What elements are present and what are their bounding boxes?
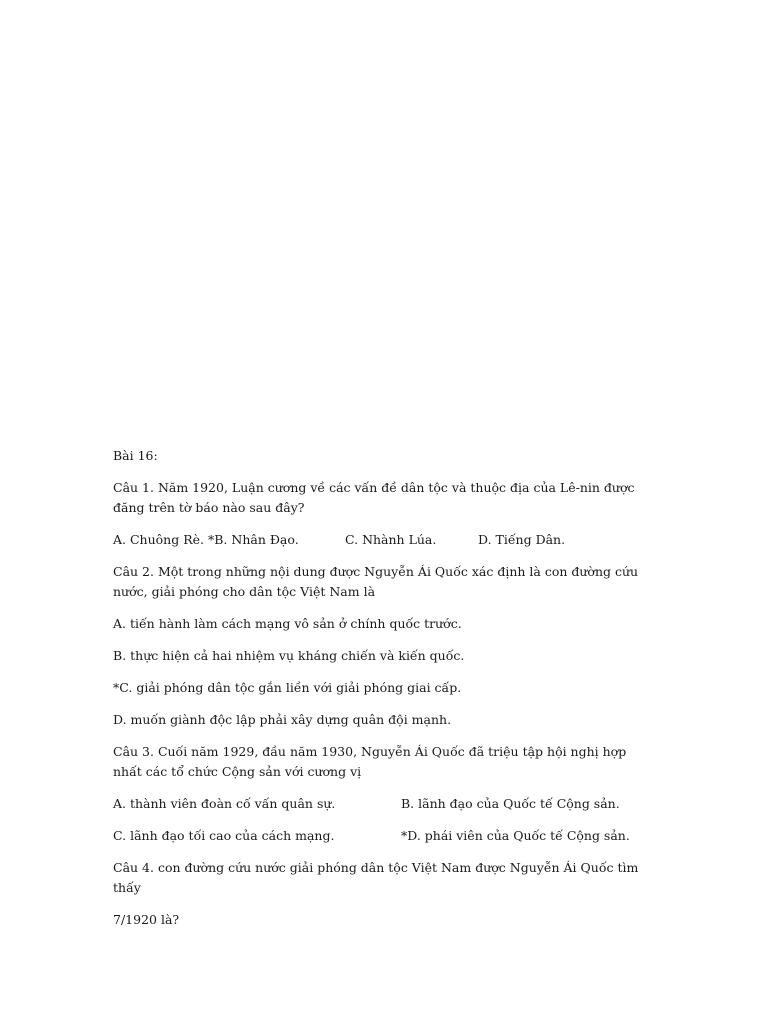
- question-1: Câu 1. Năm 1920, Luận cương về các vấn đề dân tộc và thuộc địa của Lê-nin được đăng trên tờ báo nào sau đây?: [113, 480, 635, 515]
- question-2-option-c: *C. giải phóng dân tộc gắn liền với giải phóng giai cấp.: [113, 680, 462, 695]
- question-1-option-d: D. Tiếng Dân.: [478, 532, 566, 547]
- question-2-option-d: D. muốn giành độc lập phải xây dựng quân đội mạnh.: [113, 712, 452, 727]
- question-2-option-b: B. thực hiện cả hai nhiệm vụ kháng chiến và kiến quốc.: [113, 648, 465, 663]
- question-3: Câu 3. Cuối năm 1929, đầu năm 1930, Nguyễn Ái Quốc đã triệu tập hội nghị hợp nhất các tổ chức Cộng sản với cương vị: [113, 744, 627, 779]
- question-2-option-a: A. tiến hành làm cách mạng vô sản ở chính quốc trước.: [113, 616, 462, 631]
- question-3-option-c: C. lãnh đạo tối cao của cách mạng.: [113, 828, 335, 843]
- question-3-option-a: A. thành viên đoàn cố vấn quân sự.: [113, 796, 336, 811]
- question-1-option-c: C. Nhành Lúa.: [345, 532, 437, 547]
- question-1-options: [113, 530, 653, 550]
- question-2: Câu 2. Một trong những nội dung được Nguyễn Ái Quốc xác định là con đường cứu nước, giải phóng cho dân tộc Việt Nam là: [113, 564, 639, 599]
- question-3-options-row-1: [113, 794, 653, 814]
- question-4-continuation: 7/1920 là?: [113, 912, 180, 927]
- document-content: [113, 446, 653, 942]
- lesson-title: Bài 16:: [113, 448, 158, 463]
- question-1-option-a: A. Chuông Rè.: [113, 532, 204, 547]
- question-3-option-d: *D. phái viên của Quốc tế Cộng sản.: [401, 828, 630, 843]
- question-3-options-row-2: [113, 826, 653, 846]
- question-3-option-b: B. lãnh đạo của Quốc tế Cộng sản.: [401, 796, 620, 811]
- question-4: Câu 4. con đường cứu nước giải phóng dân tộc Việt Nam được Nguyễn Ái Quốc tìm thấy: [113, 860, 639, 895]
- question-1-option-b: *B. Nhân Đạo.: [208, 532, 299, 547]
